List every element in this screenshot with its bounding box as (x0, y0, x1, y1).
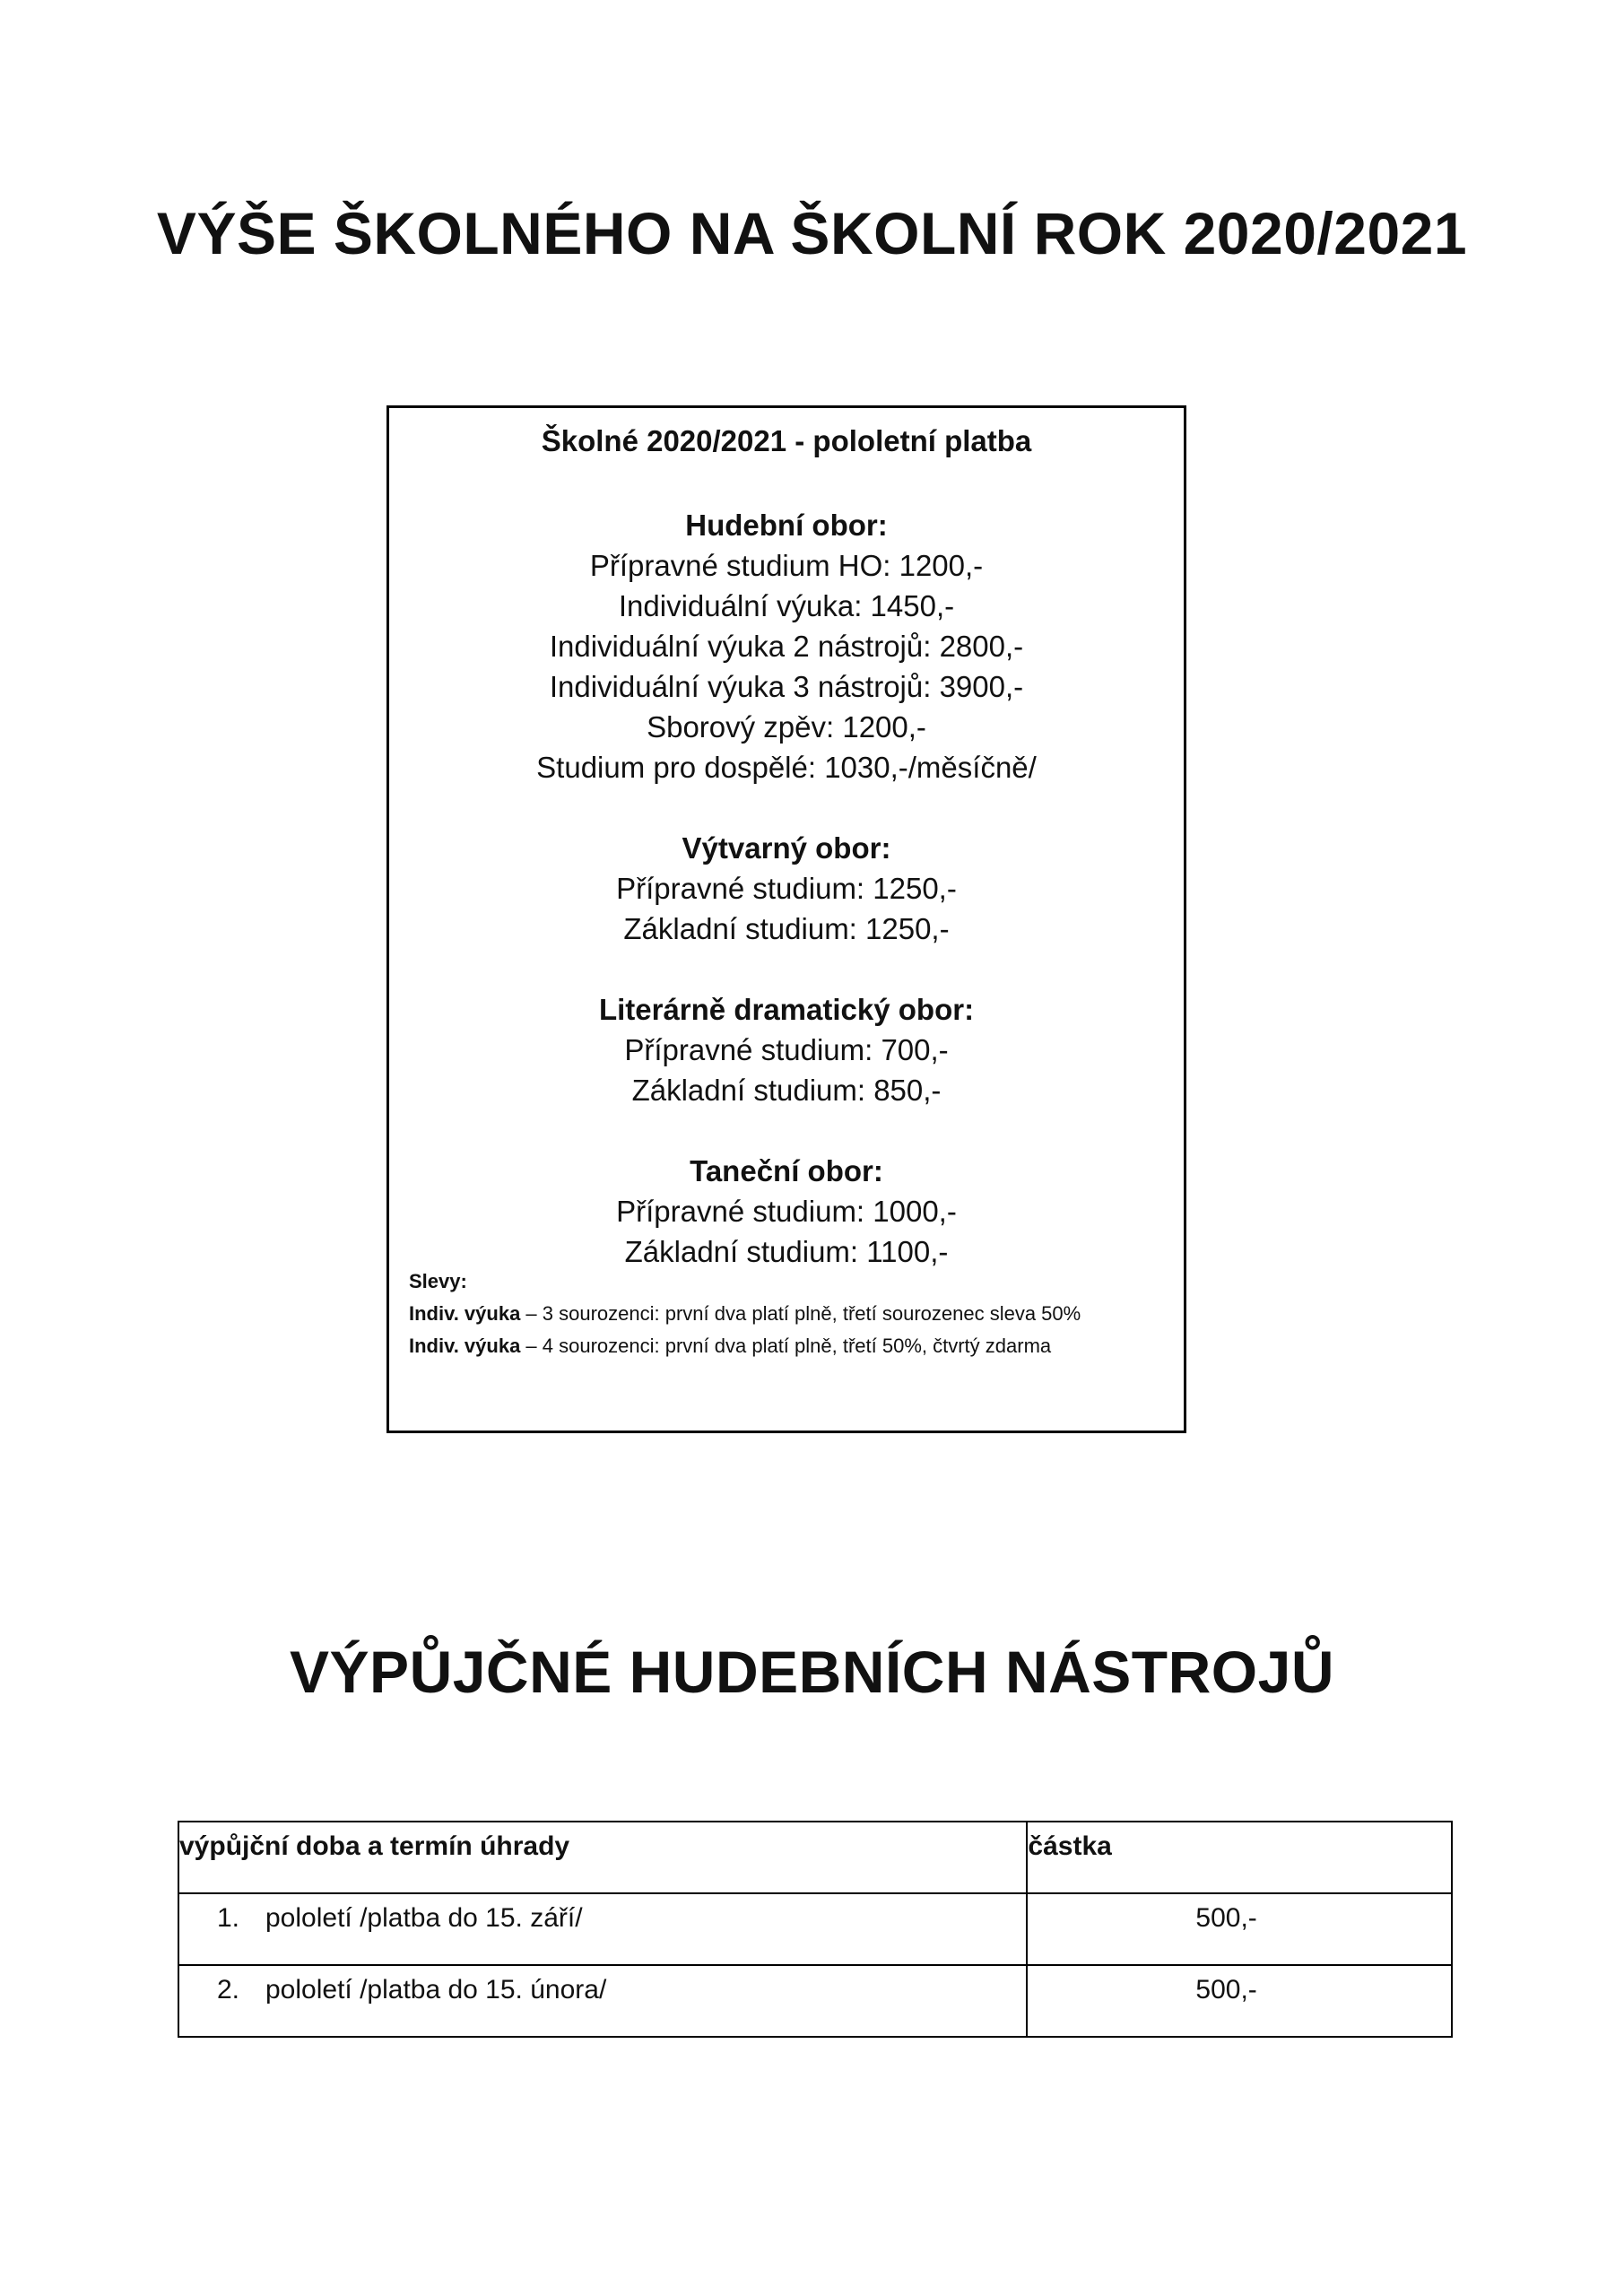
cell-amount: 500,- (1027, 1893, 1452, 1965)
row-period: pololetí /platba do 15. září/ (265, 1903, 583, 1933)
row-number: 2. (217, 1975, 240, 2005)
fee-item: Základní studium: 1100,- (624, 1235, 949, 1268)
section-title: Hudební obor: (685, 509, 888, 542)
fee-item: Přípravné studium: 1000,- (616, 1195, 957, 1228)
cell-amount: 500,- (1027, 1965, 1452, 2037)
section-title: Literárně dramatický obor: (598, 993, 975, 1026)
section-title: Taneční obor: (690, 1154, 883, 1187)
fee-item: Studium pro dospělé: 1030,-/měsíčně/ (536, 751, 1037, 784)
section-drama (389, 989, 1184, 1110)
section-title: Výtvarný obor: (682, 831, 891, 865)
header-period: výpůjční doba a termín úhrady (178, 1822, 1027, 1893)
discount-text: – 4 sourozenci: první dva platí plně, třetí 50%, čtvrtý zdarma (520, 1335, 1052, 1357)
fee-item: Přípravné studium: 1250,- (616, 872, 957, 905)
table-row (178, 1965, 1452, 2037)
discount-text: – 3 sourozenci: první dva platí plně, třetí sourozenec sleva 50% (520, 1302, 1081, 1325)
discount-bold: Indiv. výuka (409, 1335, 521, 1357)
discounts (409, 1265, 1180, 1362)
row-period: pololetí /platba do 15. února/ (265, 1975, 607, 2005)
discount-bold: Indiv. výuka (409, 1302, 521, 1325)
section-dance (389, 1151, 1184, 1272)
row-number: 1. (217, 1903, 240, 1933)
discount-line (409, 1298, 1180, 1330)
section-art (389, 828, 1184, 949)
page-title-rental: VÝPŮJČNÉ HUDEBNÍCH NÁSTROJŮ (290, 1639, 1334, 1705)
rental-table (178, 1821, 1453, 2038)
page-title-fees: VÝŠE ŠKOLNÉHO NA ŠKOLNÍ ROK 2020/2021 (156, 200, 1468, 266)
fee-box-heading: Školné 2020/2021 - pololetní platba (541, 424, 1032, 457)
fee-box (386, 405, 1186, 1433)
fee-item: Sborový zpěv: 1200,- (647, 710, 926, 744)
fee-item: Individuální výuka 2 nástrojů: 2800,- (549, 630, 1024, 663)
header-amount: částka (1027, 1822, 1452, 1893)
table-header-row (178, 1822, 1452, 1893)
cell-period (178, 1965, 1027, 2037)
fee-item: Přípravné studium: 700,- (624, 1033, 949, 1066)
table-row (178, 1893, 1452, 1965)
section-music (389, 505, 1184, 787)
discounts-label: Slevy: (409, 1270, 467, 1292)
fee-item: Přípravné studium HO: 1200,- (589, 549, 984, 582)
discount-line (409, 1330, 1180, 1362)
cell-period (178, 1893, 1027, 1965)
fee-item: Individuální výuka 3 nástrojů: 3900,- (549, 670, 1024, 703)
fee-item: Individuální výuka: 1450,- (618, 589, 955, 622)
fee-item: Základní studium: 1250,- (623, 912, 950, 945)
fee-item: Základní studium: 850,- (631, 1074, 942, 1107)
